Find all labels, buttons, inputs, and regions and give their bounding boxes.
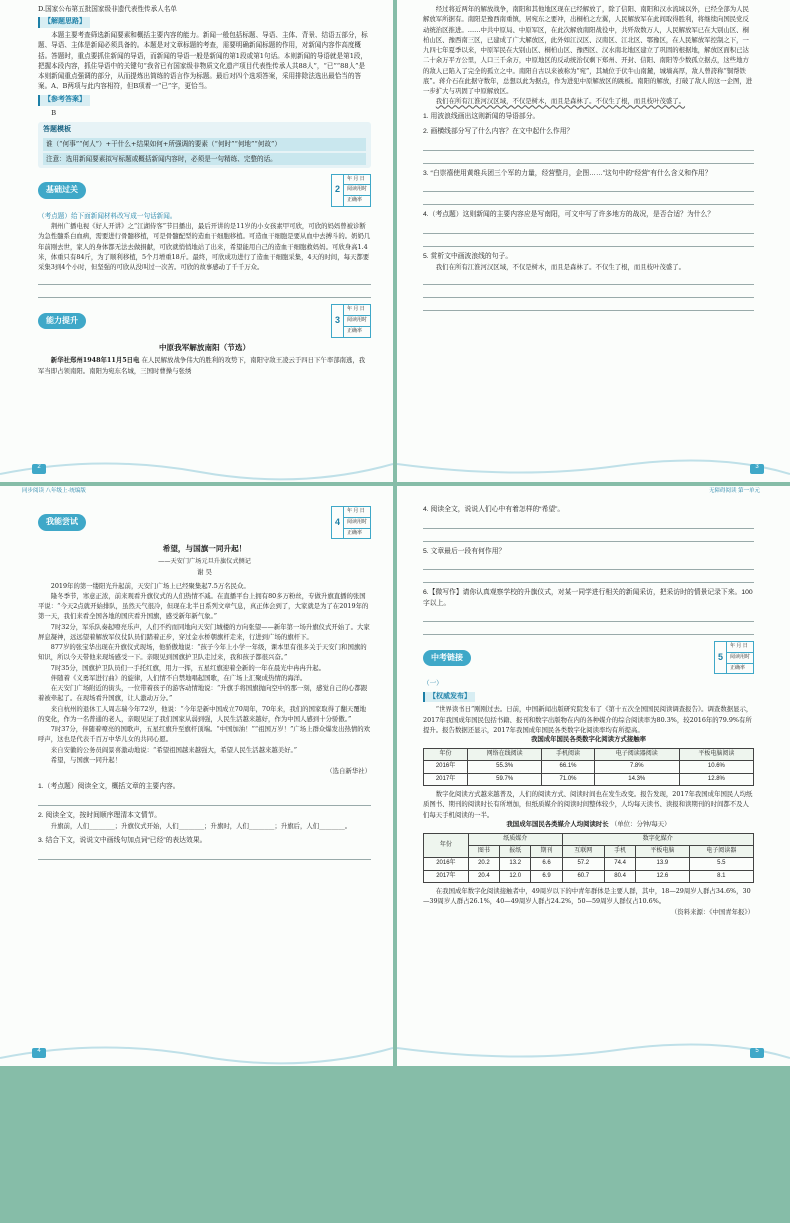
table-time-label: 阅读用时 (343, 316, 370, 327)
table-row (424, 870, 754, 882)
article-paragraph: 7时32分，军乐队奏起嘹亮乐声，人们不约而同地向天安门城楼的方向张望——新年第一场升旗仪式开始了。大家屏息凝神，远远望着解放军仪仗队员们踏着正步，穿过金水桥朝旗杆走来，行进到广场的旗杆下。 (38, 622, 370, 641)
table-date: 年 月 日 (343, 507, 370, 518)
question-3: 3. “白崇禧使用黄维兵团三个军的力量，经营整月，企图……”这句中的“经营”有什么含义和作用？ (423, 169, 712, 177)
page-number: 2 (32, 464, 46, 474)
question-5: 5. 赏析文中画波浪线的句子。 (423, 252, 513, 260)
table-cell: 66.1% (542, 761, 594, 773)
answer-line[interactable] (423, 223, 754, 234)
table-cell: 71.0% (542, 773, 594, 785)
table-header: 年份 (424, 833, 469, 858)
answer-line[interactable] (38, 795, 371, 806)
answer-line[interactable] (38, 849, 371, 860)
table-row (424, 773, 754, 785)
template-line: 谁（“何事”“何人”）+干什么+结果如何+所强调的要素（“何时”“何地”“何故”） (43, 138, 366, 150)
page-bottom-right (397, 486, 790, 1066)
table-header: 平板电脑阅读 (679, 749, 753, 761)
page-top-right (397, 0, 790, 482)
basic-task: （考点题）给下面新闻材料改写成一句话新闻。 (38, 211, 177, 220)
article-paragraph: 来自安徽的公务员阎景喜激动地说：“希望祖国越来越强大，希望人民生活越来越美好。” (50, 745, 297, 754)
table-cell: 74.4 (604, 858, 635, 870)
basic-badge: 基础过关 (38, 182, 86, 198)
answer-line[interactable] (423, 181, 754, 192)
table-time-label: 阅读用时 (726, 652, 753, 663)
progress-table (714, 641, 754, 674)
answer-line[interactable] (38, 274, 371, 285)
answer-line[interactable] (423, 611, 754, 622)
answer-line[interactable] (423, 559, 754, 570)
table-number: 3 (331, 305, 343, 337)
question-1: 1. 用波浪线画出这则新闻的导语部分。 (423, 112, 540, 120)
table-row (424, 761, 754, 773)
progress-table (331, 174, 371, 207)
article-paragraph: 隆冬季节，寒意正浓，前来观看升旗仪式的人们热情不减。在直播平台上拥有80多万粉丝，专做升旗直播的张国平说：“今天2点就开始排队，虽然天气很冷，但现在北半日系列文章气息，真正体会到了，大家就是为了在2019年的第一天，我们来看全国各地的国庆看升国旗，感受新年新气象。” (38, 591, 369, 621)
table-header: 手机阅读 (542, 749, 594, 761)
table-header: 手机 (604, 845, 635, 857)
article-author: 谢 昊 (197, 567, 212, 576)
decorative-swirl (0, 454, 393, 482)
decorative-swirl (397, 454, 790, 482)
answer-line[interactable] (38, 287, 371, 298)
table-cell: 2016年 (424, 761, 468, 773)
news-text: 在人民解放战争伟大的胜利的攻势下，南阳守敌王凌云于四日下午率部南逃，我军当即占领南阳。南阳为宛东名城，三国时曹操与张绣 (38, 356, 366, 375)
table-cell: 6.6 (531, 858, 562, 870)
decorative-swirl (0, 1038, 393, 1066)
answer-line[interactable] (423, 518, 754, 529)
running-header: 同步阅读 八年级上·统编版 (22, 488, 86, 494)
answer-line[interactable] (423, 153, 754, 164)
table-accuracy-label: 正确率 (343, 528, 370, 539)
decorative-swirl (397, 1038, 790, 1066)
table2-unit: （单位：分钟/每天） (610, 819, 671, 828)
table-cell: 12.8% (679, 773, 753, 785)
table-header: 报纸 (500, 845, 531, 857)
table-cell: 13.9 (636, 858, 689, 870)
table-cell: 6.9 (531, 870, 562, 882)
part-label: （一） (423, 679, 443, 688)
try-badge: 我能尝试 (38, 514, 86, 530)
table-number: 5 (714, 642, 726, 674)
article-paragraph: 877岁的张宝华出现在升旗仪式现场，他骄傲地说：“孩子今年上小学一年级，课本里有很多关于天安门和国旗的知识，所以今天带他来现场感受一下。亲眼见到国旗护卫队走过来，我和孩子都很兴奋。” (38, 643, 367, 662)
article-paragraph: 希望，与国旗一同升起！ (50, 755, 122, 764)
reading-rate-table (423, 748, 754, 786)
article-subtitle: ——天安门广场元旦升旗仪式侧记 (158, 558, 251, 566)
table-cell: 7.8% (594, 761, 679, 773)
running-header: 无障碍阅读 第一单元 (708, 488, 760, 494)
article-paragraph: 7时35分，国旗护卫队员们一手托红旗，用力一挥，五星红旗迎着全新的一年在晨光中冉冉升起。 (50, 663, 326, 672)
table-header: 期刊 (531, 845, 562, 857)
table-number: 2 (331, 174, 343, 206)
analysis-text: 本题主要考查筛选新闻要素和概括主要内容的能力。新闻一般包括标题、导语、主体、背景、结语五部分，标题、导语、主体是新闻必须具备的。本题是对文章标题的考查，需要明确新闻标题的作用，对新闻内容作高度概括。答题时，重点要抓住新闻的导语，而新闻的导语一般是新闻的第1段或第1句话。本则新闻的导语就是第1段，把握本段内容，抓住导语中的关键句“我省已有国家级非物质文化遗产项目代表性传承人共88人”，“已”“88人”是本则新闻重点强调的部分，从而提炼出简练的语言作为标题。最后对四个选项答案，采用排除法选出最恰当的答案。A、B两项与此内容相符，但B项着一“已”字，更恰当。 (38, 31, 368, 91)
table-header: 网络在线阅读 (468, 749, 542, 761)
question-5: 5. 文章最后一段有何作用？ (423, 547, 506, 555)
table-header: 电子阅读器阅读 (594, 749, 679, 761)
article-paragraph: 伴随着《义勇军进行曲》的旋律，人们情不自禁地唱起国歌，在广场上汇聚成热情的海洋。 (50, 673, 307, 682)
article-source: （选自新华社） (326, 767, 371, 776)
table-header: 年份 (424, 749, 468, 761)
table-cell: 59.7% (468, 773, 542, 785)
table-time-label: 阅读用时 (343, 185, 370, 196)
table-cell: 12.6 (636, 870, 689, 882)
news-ending: 我们在所有江淮河汉区域，不仅是树木，而且是森林了。不仅生了根，而且枝叶茂盛了。 (435, 97, 686, 106)
question-2: 2. 画横线部分写了什么内容？在文中起什么作用？ (423, 128, 574, 136)
news-continued: 经过将近两年的解放战争，南阳和其他地区现在已经解放了，除了信阳、南阳和汉水流域以外，已经全部为人民解放军所据有。南阳是豫西南重镇，居宛东之要冲，出桐柏之左翼，人民解放军在此间取得胜利，将继续向国民党反动统治区推进。……中共中原局、中原军区，在此次解放南阳战役中，共歼敌数万人，人民解放军已在大别山区、桐柏山区、豫西南三区，已建成了广大解放区，此外如江汉区、汉南区、江北区、鄂豫区，在人民解放军控制之下，一九四七年夏季以来，中原军民在大别山区、桐柏山区、豫西区、汉水南北地区建立了巩固的根据地，解放区面积已达二十余万平方公里，人口三千余万，中原地区的反动统治仅剩下郑州、开封、信阳、南阳等少数孤立据点，这些地方的敌人已陷入了完全的孤立之中。南阳自古以来被称为“宛”，其城位于伏牛山南麓，城墙高厚，敌人曾誇称“铜帮铁底”。蒋介石在此据守数年，总想以此为据点，作为进犯中原解放区的跳板。南阳的解放，打破了敌人的这一企图，进一步扩大与巩固了中原解放区。 (423, 5, 753, 95)
release-tag: 【权威发布】 (423, 692, 475, 703)
table-header: 图书 (468, 845, 499, 857)
answer-line[interactable] (423, 572, 754, 583)
table-cell: 20.4 (468, 870, 499, 882)
article-paragraph: 2019年的第一缕阳光升起前，天安门广场上已经聚集起7.5万名民众。 (50, 581, 250, 590)
table-cell: 14.3% (594, 773, 679, 785)
table-date: 年 月 日 (343, 305, 370, 316)
answer-line[interactable] (423, 274, 754, 285)
question-3: 3. 结合下文，说说文中画线句加点词“已经”的表达效果。 (38, 837, 207, 845)
answer-line[interactable] (423, 624, 754, 635)
answer-line[interactable] (423, 236, 754, 247)
answer-line[interactable] (423, 194, 754, 205)
analysis-tag: 【解题思路】 (38, 17, 90, 28)
table-cell: 2017年 (424, 773, 468, 785)
table-cell: 55.3% (468, 761, 542, 773)
table-accuracy-label: 正确率 (343, 196, 370, 207)
answer-line[interactable] (423, 140, 754, 151)
news-title: 中原我军解放南阳（节选） (158, 342, 251, 352)
page-number: 4 (32, 1048, 46, 1058)
answer-line[interactable] (423, 531, 754, 542)
table-header: 电子阅读器 (689, 845, 753, 857)
progress-table (331, 506, 371, 539)
table-cell: 60.7 (562, 870, 604, 882)
table-group-header: 纸质媒介 (468, 833, 562, 845)
table-cell: 80.4 (604, 870, 635, 882)
table-time-label: 阅读用时 (343, 517, 370, 528)
basic-text: 荆州广播电视《好人开讲》之“江湖侍客”节目播出，最后开讲的是11岁的小女孩素甲可欣，可欣的妈妈曾被诊断为急性髓系白血病，需要进行骨髓移植，可是骨髓配型的造血干细胞移植。可造血干细胞是要从血中去搏斗的。奶奶几年前刚去世，家人的身体都无法去做捐献，可欣就悄悄地站了出来，希望能用自己的造血干细胞救妈妈。可欣身高1.4米，体重只有84斤，为了顺利移植，5个月增重18斤。最终，可欣成功进行了造血干细胞采集，4天的时间，每天都要采集3到4个小时，但坚强的可欣从没叫过一次苦。可欣的故事感动了千千万众。 (38, 222, 371, 272)
release-text: “世界读书日”刚刚过去。日前，中国新闻出版研究院发布了《第十五次全国国民阅读调查报告》。调查数据显示，2017年我国成年国民包括书籍、报刊和数字出版物在内的各种媒介的综合阅读率为80.3%，较2016年的79.9%有所提升。报告数据还显示，2017年我国成年国民各类数字化阅读率均有所提高。 (423, 705, 753, 734)
reading-time-table (423, 833, 754, 883)
news-dateline: 新华社郑州1948年11月5日电 (50, 356, 140, 365)
table-cell: 2017年 (424, 870, 469, 882)
table-number: 4 (331, 507, 343, 539)
question-2-fill[interactable]: 升旗前，人们________；升旗仪式开始，人们________；升旗时，人们________；升旗后，人们________。 (50, 822, 352, 831)
table-cell: 5.5 (689, 858, 753, 870)
table-date: 年 月 日 (343, 174, 370, 185)
template-line: 注意：选用新闻要素拟写标题或概括新闻内容时，必须是一句精练、完整的话。 (43, 153, 366, 165)
answer-text: B (51, 109, 57, 118)
question-5-quote: 我们在所有江淮河汉区域，不仅是树木，而且是森林了。不仅生了根，而且枝叶茂盛了。 (435, 263, 686, 272)
question-4: 4. 阅读全文，说说人们心中有着怎样的“希望”。 (423, 506, 565, 513)
article-paragraph: 在天安门广场附近的街头，一位带着孩子的游客动情地说：“升旗手将国旗抛向空中的那一刻，感觉自己的心都跟着被牵起了。在现场看升国旗，让人激动万分。” (38, 684, 368, 703)
answer-line[interactable] (423, 300, 754, 311)
article-title: 希望，与国旗一同升起！ (162, 544, 247, 554)
page-top-left (0, 0, 393, 482)
table-date: 年 月 日 (726, 642, 753, 653)
table-cell: 13.2 (500, 858, 531, 870)
table-header: 平板电脑 (636, 845, 689, 857)
table-cell: 8.1 (689, 870, 753, 882)
table2-caption: 我国成年国民各类媒介人均阅读时长 (506, 819, 609, 828)
question-2: 2. 阅读全文，按时间顺序理清本文情节。 (38, 811, 162, 819)
table-row (424, 858, 754, 870)
table-header: 互联网 (562, 845, 604, 857)
table-accuracy-label: 正确率 (343, 326, 370, 337)
table-cell: 57.2 (562, 858, 604, 870)
end-text: 在我国成年数字化阅读接触者中，49周岁以下的中青年群体是主要人群，其中，18—29周岁人群占34.6%，30—39周岁人群占26.1%，40—49周岁人群占24.2%，50—59周岁人群仅占10.6%。 (423, 886, 751, 906)
article-paragraph: 7时37分，伴随着嘹亮的国歌声，五星红旗升至旗杆顶端。“中国加油！”“祖国万岁！”广场上群众爆发出热情的欢呼声，这也是代表千百万中华儿女的共同心愿。 (38, 725, 371, 744)
table1-caption: 我国成年国民各类数字化阅读方式接触率 (530, 735, 647, 744)
table-cell: 20.2 (468, 858, 499, 870)
mid-text: 数字化阅读方式越来越普及，人们的阅读方式、阅读时间也在发生改变。报告发现，2017年我国成年国民人均纸质图书、期刊的阅读时长有所增加，但纸质媒介的阅读时间整体较少，人均每天读书、读报和读期刊的时间都不及人们每天手机阅读的一半。 (423, 790, 753, 819)
data-source: （资料来源：《中国青年报》） (670, 908, 754, 917)
page-number: 3 (750, 464, 764, 474)
answer-tag: 【参考答案】 (38, 95, 90, 106)
table-cell: 2016年 (424, 858, 469, 870)
article-paragraph: 来自杭州的退休工人周志瑞今年72岁，他说：“今年是新中国成立70周年，70年来，我们的国家取得了翻天覆地的变化，作为一名普通的老人，亲眼见证了我们国家从弱到强，人民生活越来越好，作为中国人感到十分骄傲。” (38, 704, 367, 723)
table-accuracy-label: 正确率 (726, 663, 753, 674)
page-number: 5 (750, 1048, 764, 1058)
template-title: 答题模板 (43, 126, 71, 134)
progress-table (331, 304, 371, 337)
question-4: 4.（考点题）这则新闻的主要内容应是写南阳，可文中写了许多地方的战况，是否合适？为什么？ (423, 211, 715, 219)
table-group-header: 数字化媒介 (562, 833, 753, 845)
page-bottom-left (0, 486, 393, 1066)
answer-template-box (38, 122, 371, 167)
exam-link-badge: 中考链接 (423, 650, 471, 666)
option-d: D.国家公布第五批国家级非遗代表性传承人名单 (38, 5, 178, 13)
answer-line[interactable] (423, 287, 754, 298)
table-cell: 10.6% (679, 761, 753, 773)
table-cell: 12.0 (500, 870, 531, 882)
question-6: 6.【微写作】请你认真观察学校的升旗仪式，对某一同学进行相关的新闻采访，把采访时的情景记录下来。100字以上。 (423, 589, 753, 607)
ability-badge: 能力提升 (38, 313, 86, 329)
question-1: 1.（考点题）阅读全文，概括文章的主要内容。 (38, 782, 180, 790)
